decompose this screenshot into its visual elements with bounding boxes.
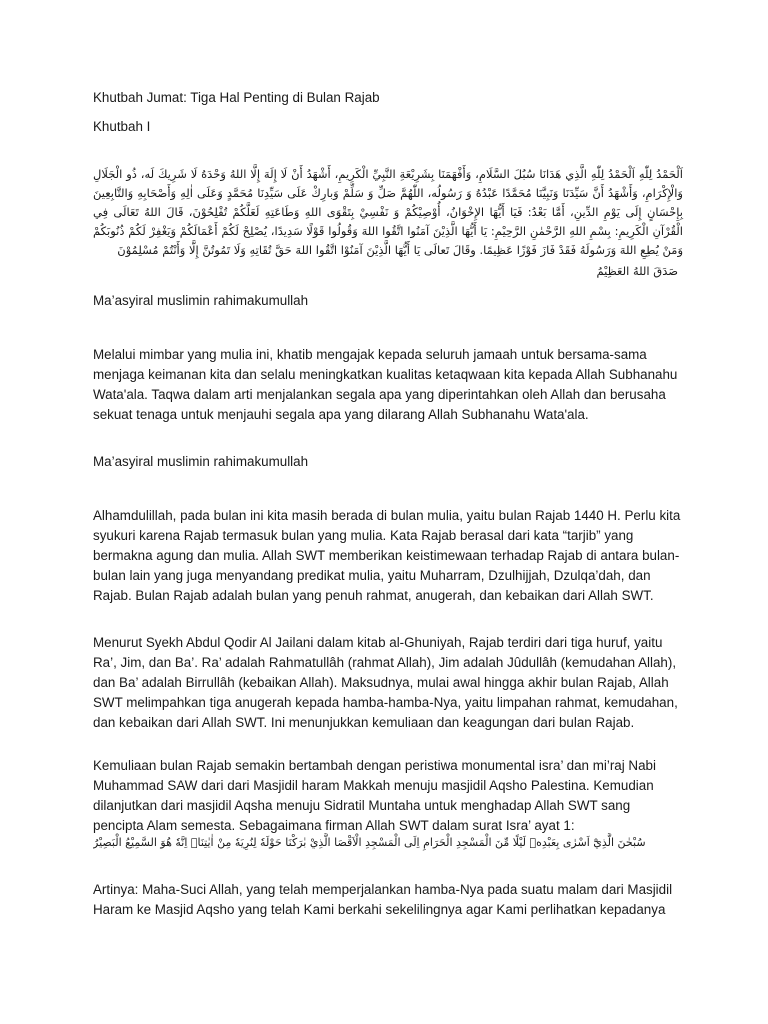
paragraph: Alhamdulillah, pada bulan ini kita masih berada di bulan mulia, yaitu bulan Rajab 1440 H. Perlu kita syukuri karena Rajab termasuk bulan yang mulia. Kata Rajab berasal dari kata “tarjib” yang bermakna agung dan mulia. Allah SWT memberikan keistimewaan terhadap Rajab di antara bulan-bulan lain yang juga menyandang predikat mulia, yaitu Muharram, Dzulhijjah, Dzulqa’dah, dan Rajab. Bulan Rajab adalah bulan yang penuh rahmat, anugerah, dan kebaikan dari Allah SWT. <box>93 508 681 603</box>
paragraph: Ma’asyiral muslimin rahimakumullah <box>93 293 309 308</box>
ayat-arabic-text: سُبْحٰنَ الَّذِيْٓ اَسْرٰى بِعَبْدِهٖ لَيْلًا مِّنَ الْمَسْجِدِ الْحَرَامِ اِلَى الْمَسْجِدِ الْاَقْصَا الَّذِيْ بٰرَكْنَا حَوْلَهٗ لِنُرِيَهٗ مِنْ اٰيٰتِنَاۗ اِنَّهٗ هُوَ السَّمِيْعُ الْبَصِيْرُ <box>93 836 646 849</box>
document-title: Khutbah Jumat: Tiga Hal Penting di Bulan Rajab <box>93 90 380 105</box>
paragraph: Ma’asyiral muslimin rahimakumullah <box>93 454 309 469</box>
paragraph: Melalui mimbar yang mulia ini, khatib mengajak kepada seluruh jamaah untuk bersama-sama menjaga keimanan kita dan selalu meningkatkan kualitas ketaqwaan kita kepada Allah Subhanahu Wata'ala. Taqwa dalam arti menjalankan segala apa yang diperintahkan oleh Allah dan berusaha sekuat tenaga untuk menjauhi segala apa yang dilarang Allah Subhanahu Wata'ala. <box>93 347 678 422</box>
opening-arabic-text: اَلْحَمْدُ لِلّٰهِ اَلْحَمْدُ لِلّٰهِ الَّذِي هَدَانَا سُبُلَ السَّلَامِ، وَأَفْهَمَنَا بِشَرِيْعَةِ النَّبِيِّ الْكَرِيمِ، أَشْهَدُ أَنْ لَا إِلَهَ إِلَّا اللهُ وَحْدَهُ لَا شَرِيكَ لَه، ذُو الْجَلَالِ وَالْإِكْرَامِ، وَأَشْهَدُ أَنَّ سَيِّدَنَا وَنَبِيَّنَا مُحَمَّدًا عَبْدُهُ وَ رَسُولُه، اللّٰهُمَّ صَلِّ وَ سَلِّمْ وَبارِكْ عَلَى سَيِّدِنَا مُحَمَّدٍ وَعَلَى اٰلِهِ وَأَصْحَابِهِ وَالتَّابِعِينَ بِإِحْسَانٍ إِلَى يَوْمِ الدِّينِ، أَمَّا بَعْدُ: فَيَا أَيُّهَا الإِخْوَانُ، أُوْصِيْكُمْ وَ نَفْسِيْ بِتَقْوَى اللهِ وَطَاعَتِهِ لَعَلَّكُمْ تُفْلِحُوْنَ، قَالَ اللهُ تَعَالَى فِي الْقُرْآنِ الْكَرِيمِ: بِسْمِ اللهِ الرَّحْمٰنِ الرَّحِيْمِ: يَا أَيُّهَا الَّذِيْنَ آمَنُوا اتَّقُوا اللهَ وَقُولُوا قَوْلًا سَدِيدًا، يُصْلِحْ لَكُمْ أَعْمَالَكُمْ وَيَغْفِرْ لَكُمْ ذُنُوبَكُمْ وَمَنْ يُطِعِ اللهَ وَرَسُولَهُ فَقَدْ فَازَ فَوْزًا عَظِيمًا. وقَالَ تَعالَى يَا أَيُّهَا الَّذِيْنَ آمَنُوْا اتَّقُوا اللهَ حَقَّ تُقَاتِهِ وَلَا تَمُوتُنَّ إِلَّا وَأَنْتُمْ مُسْلِمُوْنَ <box>93 167 683 257</box>
paragraph: Menurut Syekh Abdul Qodir Al Jailani dalam kitab al-Ghuniyah, Rajab terdiri dari tiga huruf, yaitu Ra’, Jim, dan Ba’. Ra’ adalah Rahmatullâh (rahmat Allah), Jim adalah Jûdullâh (kemudahan Allah), dan Ba’ adalah Birrullâh (kebaikan Allah). Maksudnya, mulai awal hingga akhir bulan Rajab, Allah SWT melimpahkan tiga anugerah kepada hamba-hamba-Nya, yaitu limpahan rahmat, kemudahan, dan kebaikan dari Allah SWT. Ini menunjukkan kemuliaan dan keagungan dari bulan Rajab. <box>93 635 678 730</box>
opening-closing-arabic: صَدَقَ اللهُ العَظِيْمُ <box>596 264 678 278</box>
paragraph: Kemuliaan bulan Rajab semakin bertambah dengan peristiwa monumental isra’ dan mi’raj Nabi Muhammad SAW dari dari Masjidil haram Makkah menuju masjidil Aqsho Palestina. Kemudian dilanjutkan dari masjidil Aqsha menuju Sidratil Muntaha untuk menghadap Allah SWT sang pencipta Alam semesta. Sebagaimana firman Allah SWT dalam surat Isra’ ayat 1: <box>93 758 656 833</box>
section-heading: Khutbah I <box>93 119 151 134</box>
translation-paragraph: Artinya: Maha-Suci Allah, yang telah memperjalankan hamba-Nya pada suatu malam dari Masjidil Haram ke Masjid Aqsho yang telah Kami berkahi sekelilingnya agar Kami perlihatkan kepadanya <box>93 882 673 917</box>
